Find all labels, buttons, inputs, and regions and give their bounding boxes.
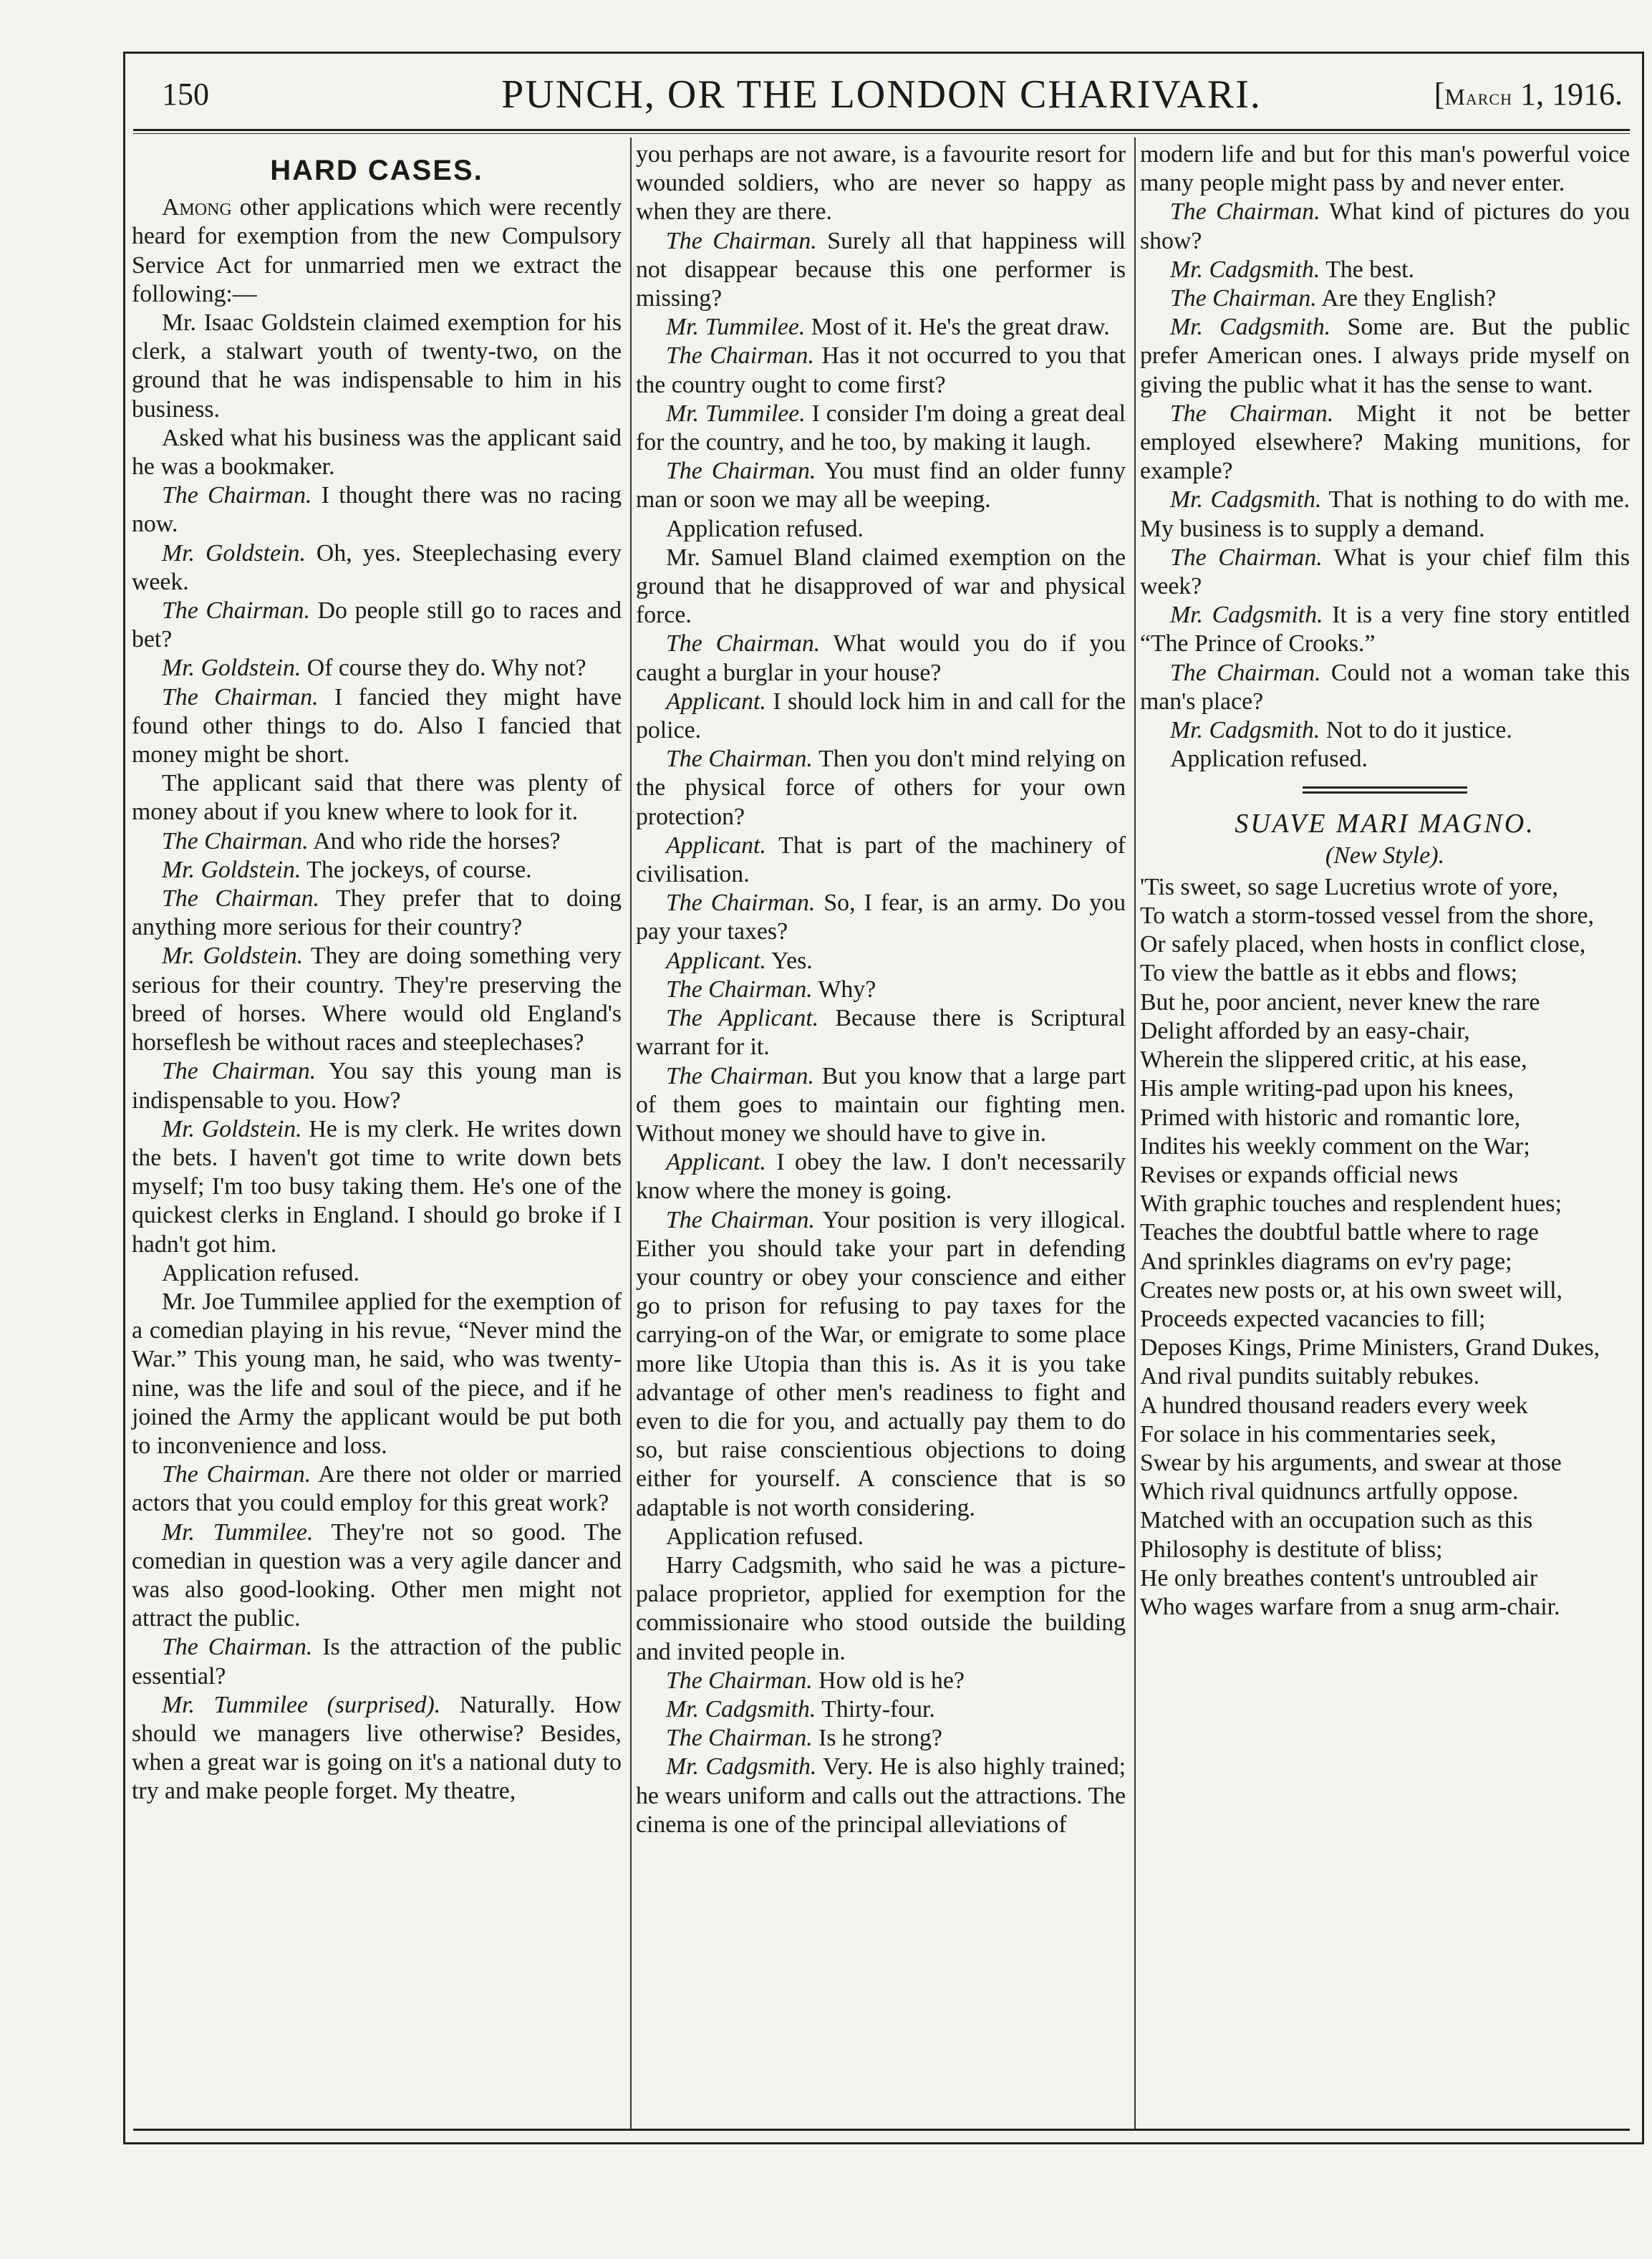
paragraph-text: Your position is very illogical. Either you should take your part in defending your country or obey your conscience and either go to prison for refusing to pay taxes for the carrying-on of the War, or emigrate to some place more like Utopia than this is. As it is you take advantage of other men's readiness to fight and even to die for you, and actually pay them to do so, but raise conscientious objections to doing either for yourself. A conscience that is so adaptable is not worth considering.	[636, 1206, 1126, 1521]
paragraph-text: Is he strong?	[812, 1725, 942, 1752]
paragraph	[1140, 140, 1630, 198]
paragraph	[132, 309, 622, 424]
paragraph-text: Oh, yes. Steeplechasing every week.	[132, 539, 622, 595]
paragraph-text: Mr. Joe Tummilee applied for the exemption of a comedian playing in his revue, “Never mind the War.” This young man, he said, who was twenty-nine, was the life and soul of the piece, and if he joined the Army the applicant would be put both to inconvenience and loss.	[132, 1288, 622, 1459]
paragraph-text: Asked what his business was the applicant said he was a bookmaker.	[132, 424, 622, 481]
paragraph	[132, 1259, 622, 1288]
speaker-name: The Chairman.	[162, 1058, 317, 1085]
paragraph	[1140, 198, 1630, 255]
speaker-name: The Chairman.	[162, 683, 319, 711]
paragraph	[636, 832, 1126, 889]
poem-line: To view the battle as it ebbs and flows;	[1140, 960, 1518, 987]
speaker-name: The Chairman.	[1170, 400, 1334, 427]
paragraph-text: Is the attraction of the public essential?	[132, 1634, 622, 1690]
paragraph-text: Could not a woman take this man's place?	[1140, 659, 1631, 715]
paragraph-text: That is part of the machinery of civilisation.	[636, 832, 1126, 888]
paragraph	[636, 630, 1126, 687]
paragraph	[132, 683, 622, 770]
paragraph-text: I thought there was no racing now.	[132, 482, 622, 538]
speaker-name: The Chairman.	[666, 1725, 813, 1752]
paragraph-text: Very. He is also highly trained; he wears uniform and calls out the attractions. The cinema is one of the principal alleviations of	[636, 1753, 1126, 1838]
speaker-name: The Chairman.	[666, 746, 813, 773]
paragraph-text: Naturally. How should we managers live otherwise? Besides, when a great war is going on it's a national duty to try and make people forget. My theatre,	[132, 1691, 622, 1805]
paragraph-text: I consider I'm doing a great deal for the country, and he too, by making it laugh.	[636, 400, 1126, 456]
paragraph	[636, 544, 1126, 630]
column-3	[1140, 140, 1630, 1622]
paragraph-text: Application refused.	[1170, 746, 1368, 773]
paragraph	[636, 1695, 1126, 1724]
speaker-name: The Chairman.	[666, 1062, 814, 1089]
paragraph	[636, 1523, 1126, 1551]
poem-line: Delight afforded by an easy-chair,	[1140, 1017, 1470, 1044]
paragraph	[132, 769, 622, 827]
poem-line: He only breathes content's untroubled air	[1140, 1564, 1538, 1591]
speaker-name: Applicant.	[666, 1149, 766, 1176]
paragraph	[132, 539, 622, 597]
speaker-name: The Chairman.	[666, 458, 816, 485]
poem-line: Primed with historic and romantic lore,	[1140, 1104, 1521, 1131]
paragraph-text: I should lock him in and call for the police.	[636, 688, 1126, 744]
paragraph-text: They're not so good. The comedian in question was a very agile dancer and was also good-looking. Other men might not attract the public.	[132, 1518, 622, 1632]
paragraph	[1140, 601, 1630, 658]
speaker-name: Applicant.	[666, 947, 766, 974]
speaker-name: The Chairman.	[1170, 659, 1321, 686]
poem-line: But he, poor ancient, never knew the rare	[1140, 988, 1540, 1016]
paragraph	[132, 424, 622, 481]
poem-line: A hundred thousand readers every week	[1140, 1392, 1528, 1419]
paragraph-text: You say this young man is indispensable to you. How?	[132, 1058, 622, 1114]
paragraph	[636, 976, 1126, 1004]
paragraph-text: And who ride the horses?	[308, 827, 561, 854]
page-number: 150	[162, 77, 209, 112]
speaker-name: The Applicant.	[666, 1005, 819, 1032]
paragraph	[1140, 400, 1630, 486]
paragraph	[132, 597, 622, 654]
paragraph-text: I obey the law. I don't necessarily know where the money is going.	[636, 1149, 1126, 1205]
poem-line: 'Tis sweet, so sage Lucretius wrote of yore,	[1140, 873, 1558, 900]
speaker-name: The Chairman.	[666, 1206, 815, 1233]
speaker-name: The Chairman.	[1170, 198, 1320, 226]
column-2	[636, 140, 1126, 1839]
paragraph-text: The jockeys, of course.	[301, 856, 532, 883]
speaker-name: Mr. Cadgsmith.	[1170, 256, 1320, 283]
paragraph-text: Because there is Scriptural warrant for it.	[636, 1005, 1126, 1061]
paragraph	[132, 1633, 622, 1690]
issue-date: [March 1, 1916.	[1434, 77, 1623, 112]
speaker-name: Mr. Goldstein.	[162, 655, 301, 682]
speaker-name: The Chairman.	[666, 890, 816, 917]
paragraph-text: Might it not be better employed elsewhere? Making munitions, for example?	[1140, 400, 1630, 485]
paragraph-text: Application refused.	[666, 1523, 864, 1550]
speaker-name: Applicant.	[666, 688, 766, 715]
paragraph	[132, 827, 622, 856]
poem-line: For solace in his commentaries seek,	[1140, 1420, 1497, 1448]
poem-line: Who wages warfare from a snug arm-chair.	[1140, 1593, 1560, 1620]
poem-line: His ample writing-pad upon his knees,	[1140, 1075, 1514, 1102]
paragraph-text: What kind of pictures do you show?	[1140, 198, 1630, 254]
poem-line: Indites his weekly comment on the War;	[1140, 1132, 1530, 1160]
paragraph	[636, 1667, 1126, 1695]
section-divider	[1303, 786, 1467, 794]
paragraph	[1140, 716, 1630, 745]
paragraph	[636, 688, 1126, 745]
speaker-name: Mr. Goldstein.	[162, 1115, 302, 1142]
speaker-name: The Chairman.	[162, 597, 310, 625]
paragraph-text: I fancied they might have found other things to do. Also I fancied that money might be short.	[132, 683, 622, 769]
paragraph-text: He is my clerk. He writes down the bets. I haven't got time to write down bets myself; I'm too busy taking them. He's one of the quickest clerks in England. I should go broke if I hadn't got him.	[132, 1115, 622, 1258]
poem-line: Wherein the slippered critic, at his ease,	[1140, 1046, 1527, 1074]
paragraph-text: So, I fear, is an army. Do you pay your taxes?	[636, 890, 1126, 945]
speaker-name: The Chairman.	[162, 885, 319, 912]
speaker-name: Mr. Tummilee.	[666, 314, 806, 341]
paragraph	[636, 313, 1126, 342]
paragraph-text: Has it not occurred to you that the country ought to come first?	[636, 342, 1126, 398]
paragraph-text: You must find an older funny man or soon we may all be weeping.	[636, 458, 1126, 514]
paragraph-text: That is nothing to do with me. My business is to supply a demand.	[1140, 486, 1630, 542]
paragraph-text: Are there not older or married actors that you could employ for this great work?	[132, 1461, 622, 1517]
paragraph	[132, 193, 622, 309]
speaker-name: Mr. Cadgsmith.	[1170, 486, 1322, 514]
paragraph-text: Mr. Isaac Goldstein claimed exemption for his clerk, a stalwart youth of twenty-two, on the ground that he was indispensable to him in his business.	[132, 309, 622, 423]
speaker-name: The Chairman.	[162, 1461, 311, 1488]
paragraph-text: Yes.	[765, 947, 813, 974]
poem-line: Teaches the doubtful battle where to rage	[1140, 1219, 1539, 1246]
paragraph-text: What would you do if you caught a burglar in your house?	[636, 630, 1126, 686]
paragraph	[636, 342, 1126, 399]
paragraph	[132, 1460, 622, 1518]
paragraph-text: Application refused.	[666, 515, 864, 542]
paragraph-text: Then you don't mind relying on the physical force of others for your own protection?	[636, 746, 1126, 830]
paragraph	[636, 1062, 1126, 1149]
paragraph-text: Not to do it justice.	[1320, 717, 1512, 744]
paragraph	[636, 140, 1126, 227]
paragraph-text: Mr. Samuel Bland claimed exemption on the ground that he disapproved of war and physical force.	[636, 544, 1126, 629]
paragraph	[1140, 486, 1630, 543]
poem-line: To watch a storm-tossed vessel from the shore,	[1140, 902, 1594, 930]
paragraph	[132, 1288, 622, 1460]
lead-word: Among	[162, 194, 232, 221]
paragraph-text: Application refused.	[162, 1259, 359, 1286]
paragraph	[132, 885, 622, 942]
speaker-name: The Chairman.	[666, 227, 817, 254]
poem-line: Creates new posts or, at his own sweet will,	[1140, 1276, 1562, 1304]
poem-line: And sprinkles diagrams on ev'ry page;	[1140, 1248, 1512, 1275]
header-rule-thin	[133, 133, 1630, 134]
article-heading: HARD CASES.	[270, 155, 483, 186]
paragraph-text: The best.	[1320, 256, 1415, 283]
speaker-name: The Chairman.	[162, 827, 309, 854]
paragraph-text: Do people still go to races and bet?	[132, 597, 622, 653]
speaker-name: Mr. Tummilee.	[162, 1518, 314, 1546]
paragraph-text: you perhaps are not aware, is a favourite resort for wounded soldiers, who are never so happy as when they are there.	[636, 141, 1126, 226]
poem-line: Matched with an occupation such as this	[1140, 1507, 1533, 1534]
header-rule	[133, 129, 1630, 131]
speaker-name: Mr. Tummilee.	[666, 400, 806, 427]
paragraph-text: Why?	[812, 976, 876, 1003]
speaker-name: Mr. Cadgsmith.	[666, 1695, 816, 1723]
speaker-name: The Chairman.	[666, 976, 813, 1003]
speaker-name: The Chairman.	[1170, 285, 1317, 312]
paragraph	[132, 1518, 622, 1634]
paragraph	[636, 745, 1126, 832]
paragraph	[132, 1691, 622, 1806]
paragraph-text: How old is he?	[812, 1667, 965, 1694]
paragraph-text: The applicant said that there was plenty of money about if you knew where to look for it.	[132, 770, 622, 826]
paragraph	[1140, 256, 1630, 284]
paragraph	[636, 227, 1126, 314]
speaker-name: Applicant.	[666, 832, 766, 859]
paragraph	[636, 400, 1126, 457]
column-divider-1	[630, 138, 632, 2129]
paragraph	[636, 1724, 1126, 1753]
speaker-name: Mr. Tummilee (surprised).	[162, 1691, 441, 1718]
paragraph	[636, 1004, 1126, 1061]
poem-line: Which rival quidnuncs artfully oppose.	[1140, 1478, 1519, 1506]
speaker-name: The Chairman.	[666, 342, 814, 370]
paragraph-text: Thirty-four.	[816, 1695, 935, 1723]
poem-line: Swear by his arguments, and swear at those	[1140, 1449, 1562, 1476]
paragraph	[636, 1753, 1126, 1839]
paragraph-text: What is your chief film this week?	[1140, 544, 1630, 600]
paragraph-text: They are doing something very serious for their country. They're preserving the breed of horses. Where would old England's horseflesh be without races and steeplechases?	[132, 943, 622, 1056]
speaker-name: Mr. Goldstein.	[162, 856, 301, 883]
paragraph-text: other applications which were recently heard for exemption from the new Compulsory Service Act for unmarried men we extract the following:—	[132, 194, 622, 307]
paragraph-text: It is a very fine story entitled “The Prince of Crooks.”	[1140, 602, 1630, 658]
paragraph	[132, 942, 622, 1057]
paragraph	[636, 515, 1126, 544]
poem-line: Revises or expands official news	[1140, 1161, 1459, 1188]
paragraph-text: Most of it. He's the great draw.	[805, 314, 1110, 341]
paragraph	[132, 654, 622, 683]
speaker-name: The Chairman.	[162, 1634, 313, 1661]
poem-title: SUAVE MARI MAGNO.	[1235, 809, 1535, 839]
poem-line: Deposes Kings, Prime Ministers, Grand Dukes,	[1140, 1334, 1600, 1362]
publication-title: PUNCH, OR THE LONDON CHARIVARI.	[501, 72, 1262, 117]
paragraph	[1140, 313, 1630, 400]
paragraph-text: They prefer that to doing anything more serious for their country?	[132, 885, 622, 941]
speaker-name: The Chairman.	[666, 1667, 813, 1694]
paragraph-text: But you know that a large part of them goes to maintain our fighting men. Without money we should have to give in.	[636, 1062, 1126, 1147]
poem-line: With graphic touches and resplendent hues;	[1140, 1190, 1562, 1218]
speaker-name: The Chairman.	[162, 482, 312, 509]
speaker-name: Mr. Cadgsmith.	[1170, 717, 1320, 744]
paragraph	[636, 1148, 1126, 1205]
poem-line: And rival pundits suitably rebukes.	[1140, 1363, 1480, 1390]
speaker-name: Mr. Cadgsmith.	[1170, 314, 1331, 341]
paragraph-text: Surely all that happiness will not disappear because this one performer is missing?	[636, 227, 1126, 312]
paragraph	[132, 856, 622, 885]
speaker-name: Mr. Cadgsmith.	[1170, 602, 1323, 629]
paragraph	[636, 1551, 1126, 1667]
speaker-name: The Chairman.	[1170, 544, 1323, 571]
poem-line: Proceeds expected vacancies to fill;	[1140, 1305, 1486, 1332]
column-divider-2	[1134, 138, 1136, 2129]
paragraph	[1140, 745, 1630, 774]
paragraph	[636, 947, 1126, 976]
paragraph	[636, 1206, 1126, 1523]
paragraph	[636, 457, 1126, 514]
speaker-name: Mr. Goldstein.	[162, 943, 304, 970]
column-1	[132, 140, 622, 1806]
page-header	[133, 72, 1630, 129]
paragraph	[1140, 284, 1630, 313]
paragraph	[132, 1057, 622, 1114]
paragraph-text: Harry Cadgsmith, who said he was a picture-palace proprietor, applied for exemption for the commissionaire who stood outside the building and invited people in.	[636, 1551, 1126, 1665]
paragraph-text: Of course they do. Why not?	[301, 655, 586, 682]
paragraph-text: Are they English?	[1316, 285, 1497, 312]
poem-subtitle: (New Style).	[1325, 842, 1445, 869]
paragraph	[132, 1115, 622, 1259]
paragraph	[132, 481, 622, 539]
poem-body	[1140, 873, 1630, 1622]
paragraph-text: Some are. But the public prefer American ones. I always pride myself on giving the public what it has the sense to want.	[1140, 314, 1630, 398]
speaker-name: The Chairman.	[666, 630, 821, 658]
footer-rule	[133, 2129, 1630, 2131]
paragraph	[1140, 659, 1630, 716]
paragraph-text: modern life and but for this man's powerful voice many people might pass by and never enter.	[1140, 141, 1630, 197]
poem-line: Or safely placed, when hosts in conflict close,	[1140, 931, 1586, 958]
speaker-name: Mr. Cadgsmith.	[666, 1753, 817, 1781]
paragraph	[1140, 544, 1630, 601]
speaker-name: Mr. Goldstein.	[162, 539, 306, 567]
poem-line: Philosophy is destitute of bliss;	[1140, 1536, 1443, 1563]
paragraph	[636, 889, 1126, 946]
